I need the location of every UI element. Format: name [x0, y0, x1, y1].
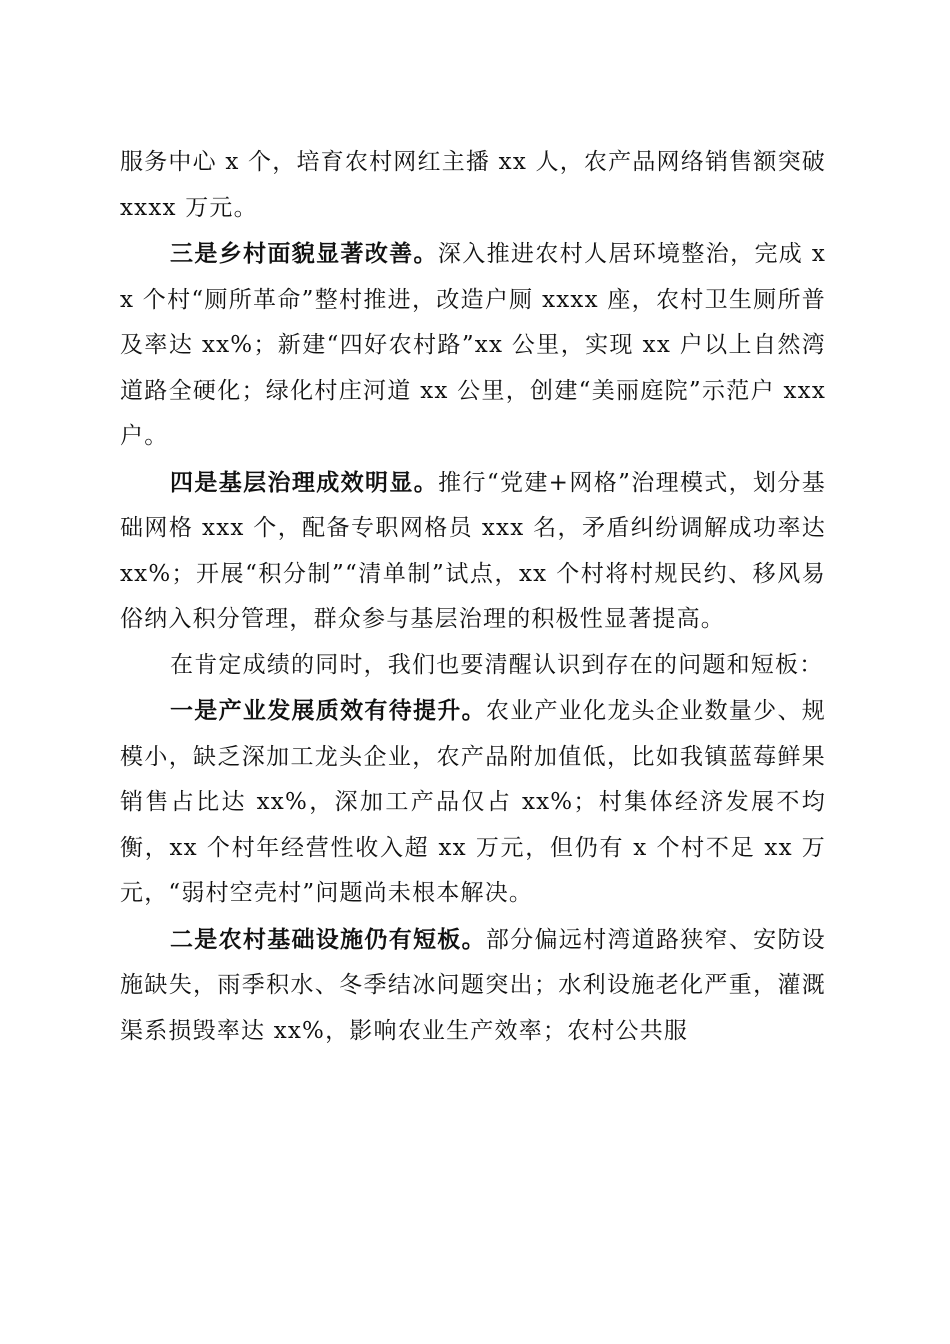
paragraph-problems-intro	[120, 643, 826, 689]
paragraph-lead: 四是基层治理成效明显。	[170, 468, 439, 496]
paragraph-lead: 一是产业发展质效有待提升。	[170, 697, 486, 724]
paragraph-lead: 二是农村基础设施仍有短板。	[170, 925, 486, 953]
paragraph-text: 推行“党建+网格”治理模式，划分基础网格 xxx 个，配备专职网格员 xxx 名，矛盾纠纷调解成功率达 xx%；开展“积分制”“清单制”试点，xx 个村将村规民约、移风易俗纳入积分管理，群众参与基层治理的积极性显著提高。	[120, 469, 826, 632]
paragraph-text: 农业产业化龙头企业数量少、规模小，缺乏深加工龙头企业，农产品附加值低，比如我镇蓝莓鲜果销售占比达 xx%，深加工产品仅占 xx%；村集体经济发展不均衡，xx 个村年经营性收入超 xx 万元，但仍有 x 个村不足 xx 万元，“弱村空壳村”问题尚未根本解决。	[120, 698, 826, 906]
paragraph-grassroots-governance	[120, 460, 826, 643]
paragraph-continuation	[120, 140, 826, 231]
document-page	[120, 140, 826, 1054]
paragraph-text: 在肯定成绩的同时，我们也要清醒认识到存在的问题和短板：	[170, 651, 824, 678]
paragraph-lead: 三是乡村面貌显著改善。	[170, 240, 438, 267]
paragraph-village-appearance	[120, 231, 826, 460]
paragraph-industry-development	[120, 688, 826, 917]
paragraph-text: 部分偏远村湾道路狭窄、安防设施缺失，雨季积水、冬季结冰问题突出；水利设施老化严重，灌溉渠系损毁率达 xx%，影响农业生产效率；农村公共服	[120, 926, 826, 1044]
paragraph-text: 深入推进农村人居环境整治，完成 xx 个村“厕所革命”整村推进，改造户厕 xxxx 座，农村卫生厕所普及率达 xx%；新建“四好农村路”xx 公里，实现 xx 户以上自然湾道路全硬化；绿化村庄河道 xx 公里，创建“美丽庭院”示范户 xxx 户。	[120, 241, 826, 449]
paragraph-infrastructure	[120, 917, 826, 1055]
paragraph-text: 服务中心 x 个，培育农村网红主播 xx 人，农产品网络销售额突破 xxxx 万元。	[120, 149, 826, 221]
